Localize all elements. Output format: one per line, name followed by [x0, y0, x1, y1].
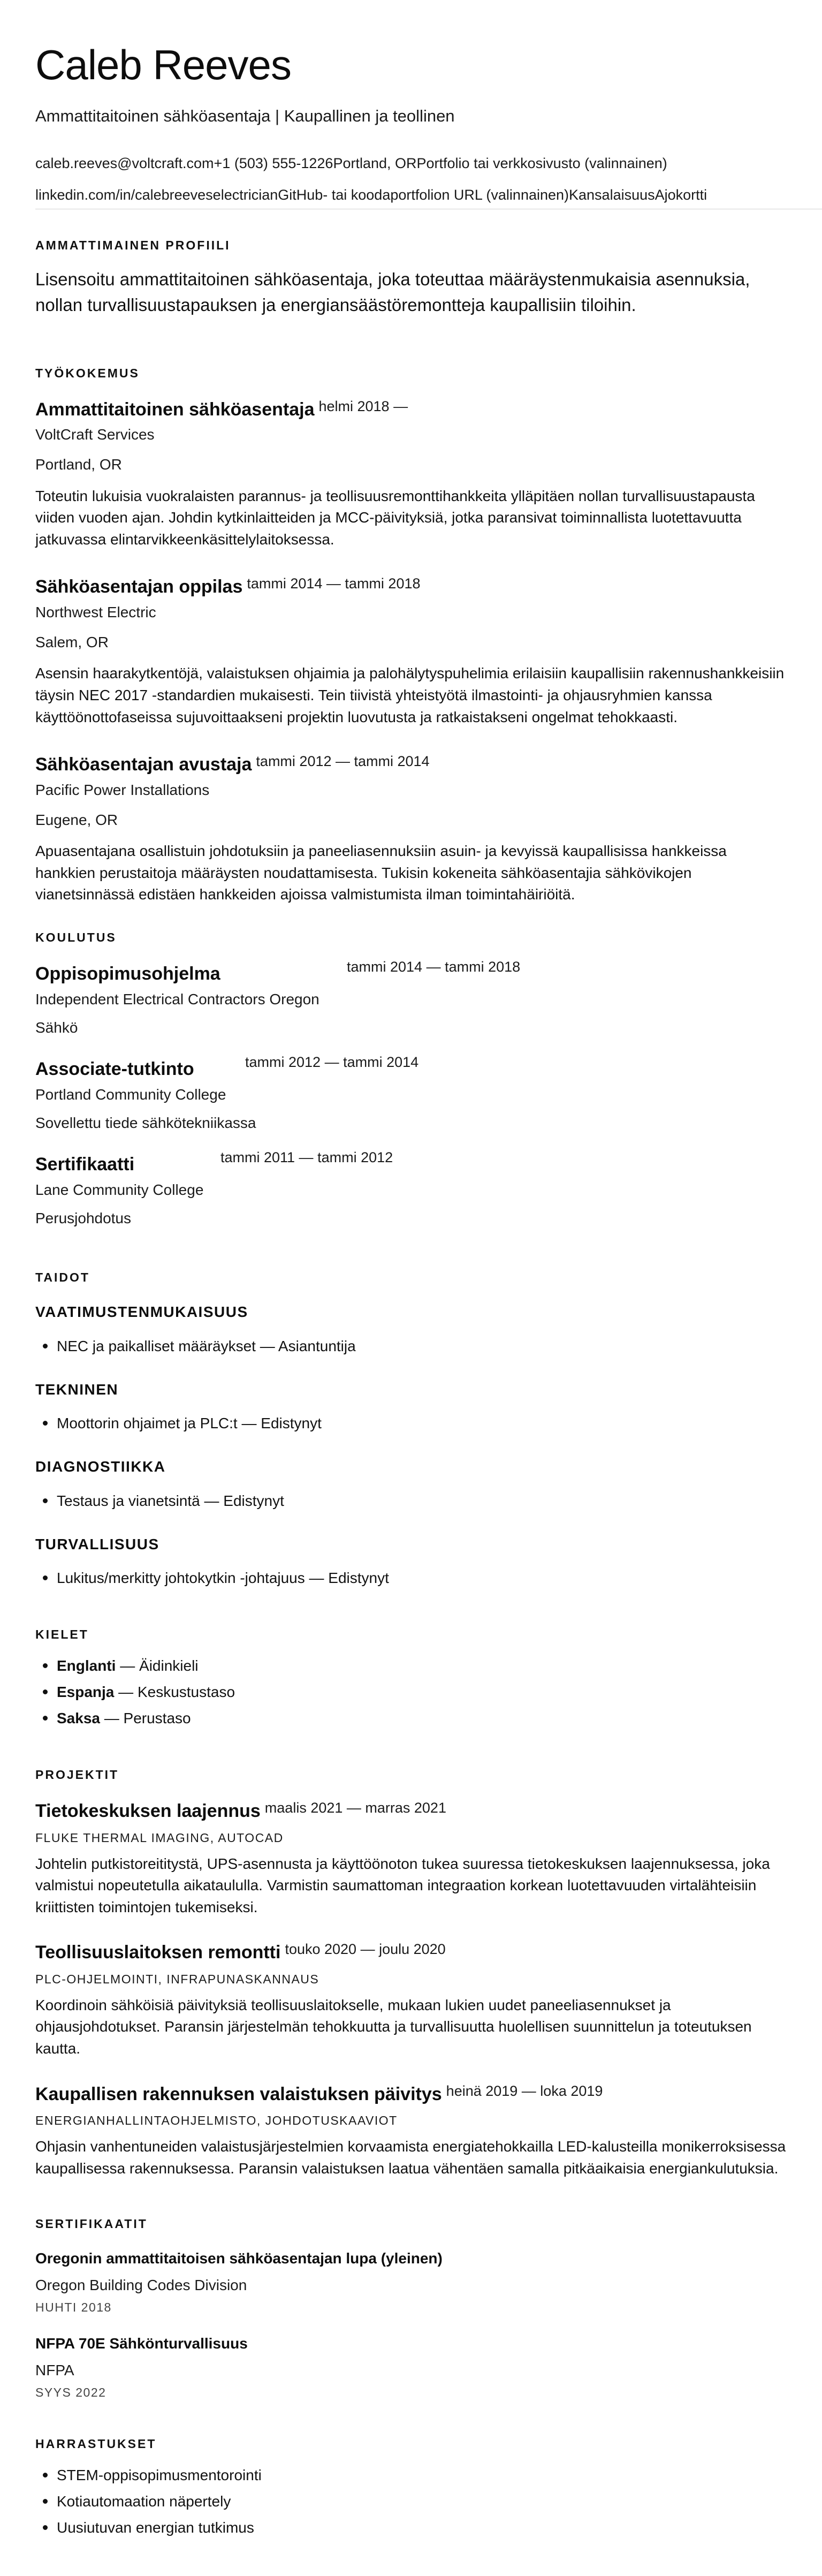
project-tags: ENERGIANHALLINTAOHJELMISTO, JOHDOTUSKAAVIOT [35, 2113, 398, 2128]
language-item [35, 1679, 787, 1705]
project-tags: PLC-OHJELMOINTI, INFRAPUNASKANNAUS [35, 1972, 319, 1987]
education-entry [35, 1149, 787, 1228]
skill-group [35, 1303, 787, 1359]
project-date: maalis 2021 — marras 2021 [264, 1800, 446, 1816]
skill-group [35, 1381, 787, 1437]
certification-date: SYYS 2022 [35, 2385, 106, 2400]
experience-entry [35, 754, 787, 906]
candidate-name: Caleb Reeves [35, 41, 291, 88]
job-description: Apuasentajana osallistuin johdotuksiin ja paneeliasennuksiin asuin- ja kevyissä kaupallisissa hankkeissa hankkien perustaitoja määräysten noudattamisesta. Tukisin kokeneita sähköasentajia sähkövikojen vianetsinnässä edistäen hankkeiden ajoissa valmistumista ilman toimintahäiriöitä. [35, 843, 727, 903]
project-description: Koordinoin sähköisiä päivityksiä teollisuuslaitokselle, mukaan lukien uudet paneeliasennukset ja ohjausjohdotukset. Paransin järjestelmän tehokkuutta ja turvallisuutta huolellisen suunnittelun ja toteutuksen kautta. [35, 1996, 752, 2057]
languages-section-title: KIELET [35, 1627, 89, 1642]
school-name: Independent Electrical Contractors Oregon [35, 990, 319, 1007]
skill-category: TEKNINEN [35, 1381, 119, 1398]
experience-entry [35, 399, 787, 551]
certification-name: Oregonin ammattitaitoisen sähköasentajan lupa (yleinen) [35, 2250, 443, 2267]
degree-title: Associate-tutkinto [35, 1058, 194, 1079]
skills-section [35, 1271, 787, 1591]
company-name: Pacific Power Installations [35, 781, 210, 798]
contact-line-2: linkedin.com/in/calebreeveselectricianGitHub- tai koodaportfolion URL (valinnainen)KansalaisuusAjokortti [35, 186, 707, 203]
job-title: Sähköasentajan oppilas [35, 577, 243, 597]
job-description: Toteutin lukuisia vuokralaisten parannus- ja teollisuusremonttihankkeita ylläpitäen nollan turvallisuustapausta viiden vuoden ajan. Johdin kytkinlaitteiden ja MCC-päivityksiä, jotka paransivat toiminnallista luotettavuutta jatkuvassa elintarvikkeenkäsittelylaitoksessa. [35, 487, 755, 548]
certification-entry [35, 2335, 787, 2400]
contact-line-1: caleb.reeves@voltcraft.com+1 (503) 555-1226Portland, ORPortfolio tai verkkosivusto (valinnainen) [35, 155, 667, 172]
skill-item: NEC ja paikalliset määräykset — Asiantuntija [35, 1333, 787, 1359]
education-entry [35, 958, 787, 1037]
certification-issuer: NFPA [35, 2361, 74, 2378]
field-of-study: Sähkö [35, 1019, 78, 1036]
education-section-title: KOULUTUS [35, 930, 117, 944]
profile-section-title: AMMATTIMAINEN PROFIILI [35, 238, 231, 252]
job-location: Portland, OR [35, 456, 122, 473]
hobby-item: STEM-oppisopimusmentorointi [35, 2462, 787, 2488]
education-section [35, 931, 787, 1228]
project-entry [35, 1800, 787, 1918]
language-level: — Äidinkieli [116, 1657, 199, 1675]
language-item [35, 1653, 787, 1679]
hobby-item: Kotiautomaation näpertely [35, 2488, 787, 2514]
company-name: Northwest Electric [35, 604, 156, 621]
projects-section [35, 1769, 787, 2179]
project-date: touko 2020 — joulu 2020 [285, 1941, 446, 1958]
skill-item: Lukitus/merkitty johtokytkin -johtajuus — Edistynyt [35, 1565, 787, 1591]
language-item [35, 1705, 787, 1731]
certification-issuer: Oregon Building Codes Division [35, 2276, 247, 2293]
project-name: Kaupallisen rakennuksen valaistuksen päivitys [35, 2083, 442, 2104]
skill-category: VAATIMUSTENMUKAISUUS [35, 1303, 248, 1320]
degree-title: Oppisopimusohjelma [35, 963, 220, 984]
project-entry [35, 2083, 787, 2180]
language-level: — Perustaso [100, 1710, 191, 1727]
language-level: — Keskustustaso [114, 1684, 235, 1701]
certification-entry [35, 2249, 787, 2315]
education-date: tammi 2012 — tammi 2014 [245, 1054, 419, 1070]
certifications-section-title: SERTIFIKAATIT [35, 2217, 148, 2231]
language-name: Espanja [57, 1684, 115, 1701]
project-date: heinä 2019 — loka 2019 [446, 2082, 603, 2099]
school-name: Portland Community College [35, 1086, 226, 1103]
experience-section-title: TYÖKOKEMUS [35, 366, 140, 380]
skills-section-title: TAIDOT [35, 1270, 90, 1284]
certifications-section [35, 2218, 787, 2400]
education-date: tammi 2014 — tammi 2018 [347, 958, 521, 975]
job-title: Ammattitaitoinen sähköasentaja [35, 399, 315, 420]
job-location: Eugene, OR [35, 811, 118, 828]
experience-section [35, 367, 787, 906]
experience-entry [35, 576, 787, 728]
education-date: tammi 2011 — tammi 2012 [220, 1149, 393, 1165]
projects-section-title: PROJEKTIT [35, 1768, 119, 1782]
project-name: Tietokeskuksen laajennus [35, 1801, 261, 1822]
profile-text: Lisensoitu ammattitaitoinen sähköasentaja, joka toteuttaa määräystenmukaisia asennuksia, nollan turvallisuustapauksen ja energiansäästöremontteja kaupallisiin tiloihin. [35, 269, 750, 315]
job-location: Salem, OR [35, 633, 109, 650]
headline: Ammattitaitoinen sähköasentaja | Kaupallinen ja teollinen [35, 107, 455, 125]
school-name: Lane Community College [35, 1181, 204, 1198]
certification-date: HUHTI 2018 [35, 2300, 112, 2315]
job-date: helmi 2018 — [318, 398, 408, 414]
hobbies-section [35, 2438, 787, 2541]
skill-item: Testaus ja vianetsintä — Edistynyt [35, 1488, 787, 1514]
skill-category: DIAGNOSTIIKKA [35, 1458, 166, 1475]
hobby-item: Uusiutuvan energian tutkimus [35, 2514, 787, 2541]
project-description: Johtelin putkistoreitityst​ä, UPS-asennusta ja käyttöönoton tukea suuressa tietokeskuksen laajennuksessa, joka valmistui nopeutetulla aikataululla. Varmistin saumattoman integraation korkean luotettavuuden virtalähteisiin kriittisten toimintojen tukemiseksi. [35, 1855, 770, 1915]
field-of-study: Sovellettu tiede sähkötekniikassa [35, 1115, 256, 1132]
skill-category: TURVALLISUUS [35, 1535, 159, 1552]
languages-section [35, 1628, 787, 1731]
project-description: Ohjasin vanhentuneiden valaistusjärjestelmien korvaamista energiatehokkailla LED-kalusteilla monikerroksisessa kaupallisessa rakennuksessa. Paransin valaistuksen laatua vähentäen samalla pitkäaikaisia energiankulutuksia. [35, 2138, 786, 2177]
project-tags: FLUKE THERMAL IMAGING, AUTOCAD [35, 1831, 284, 1845]
skill-group [35, 1458, 787, 1514]
field-of-study: Perusjohdotus [35, 1210, 132, 1227]
hobbies-section-title: HARRASTUKSET [35, 2436, 157, 2451]
project-entry [35, 1942, 787, 2059]
company-name: VoltCraft Services [35, 426, 155, 443]
job-date: tammi 2014 — tammi 2018 [247, 575, 421, 592]
project-name: Teollisuuslaitoksen remontti [35, 1942, 281, 1963]
skill-item: Moottorin ohjaimet ja PLC:t — Edistynyt [35, 1410, 787, 1436]
job-date: tammi 2012 — tammi 2014 [256, 753, 430, 770]
education-entry [35, 1054, 787, 1132]
job-description: Asensin haarakytkentöjä, valaistuksen ohjaimia ja palohälytyspuhelimia erilaisiin kaupallisiin rakennushankkeisiin täysin NEC 2017 -standardien mukaisesti. Tein tiivistä yhteistyötä ilmastointi- ja ohjausryhmien kanssa käyttöönottofaseissa sujuvoittaakseni projektin luovutusta ja ratkaistakseni ongelmat tehokkaasti. [35, 665, 785, 725]
language-name: Englanti [57, 1657, 116, 1675]
degree-title: Sertifikaatti [35, 1154, 135, 1175]
certification-name: NFPA 70E Sähkönturvallisuus [35, 2335, 248, 2352]
skill-group [35, 1535, 787, 1592]
language-name: Saksa [57, 1710, 100, 1727]
job-title: Sähköasentajan avustaja [35, 754, 252, 775]
